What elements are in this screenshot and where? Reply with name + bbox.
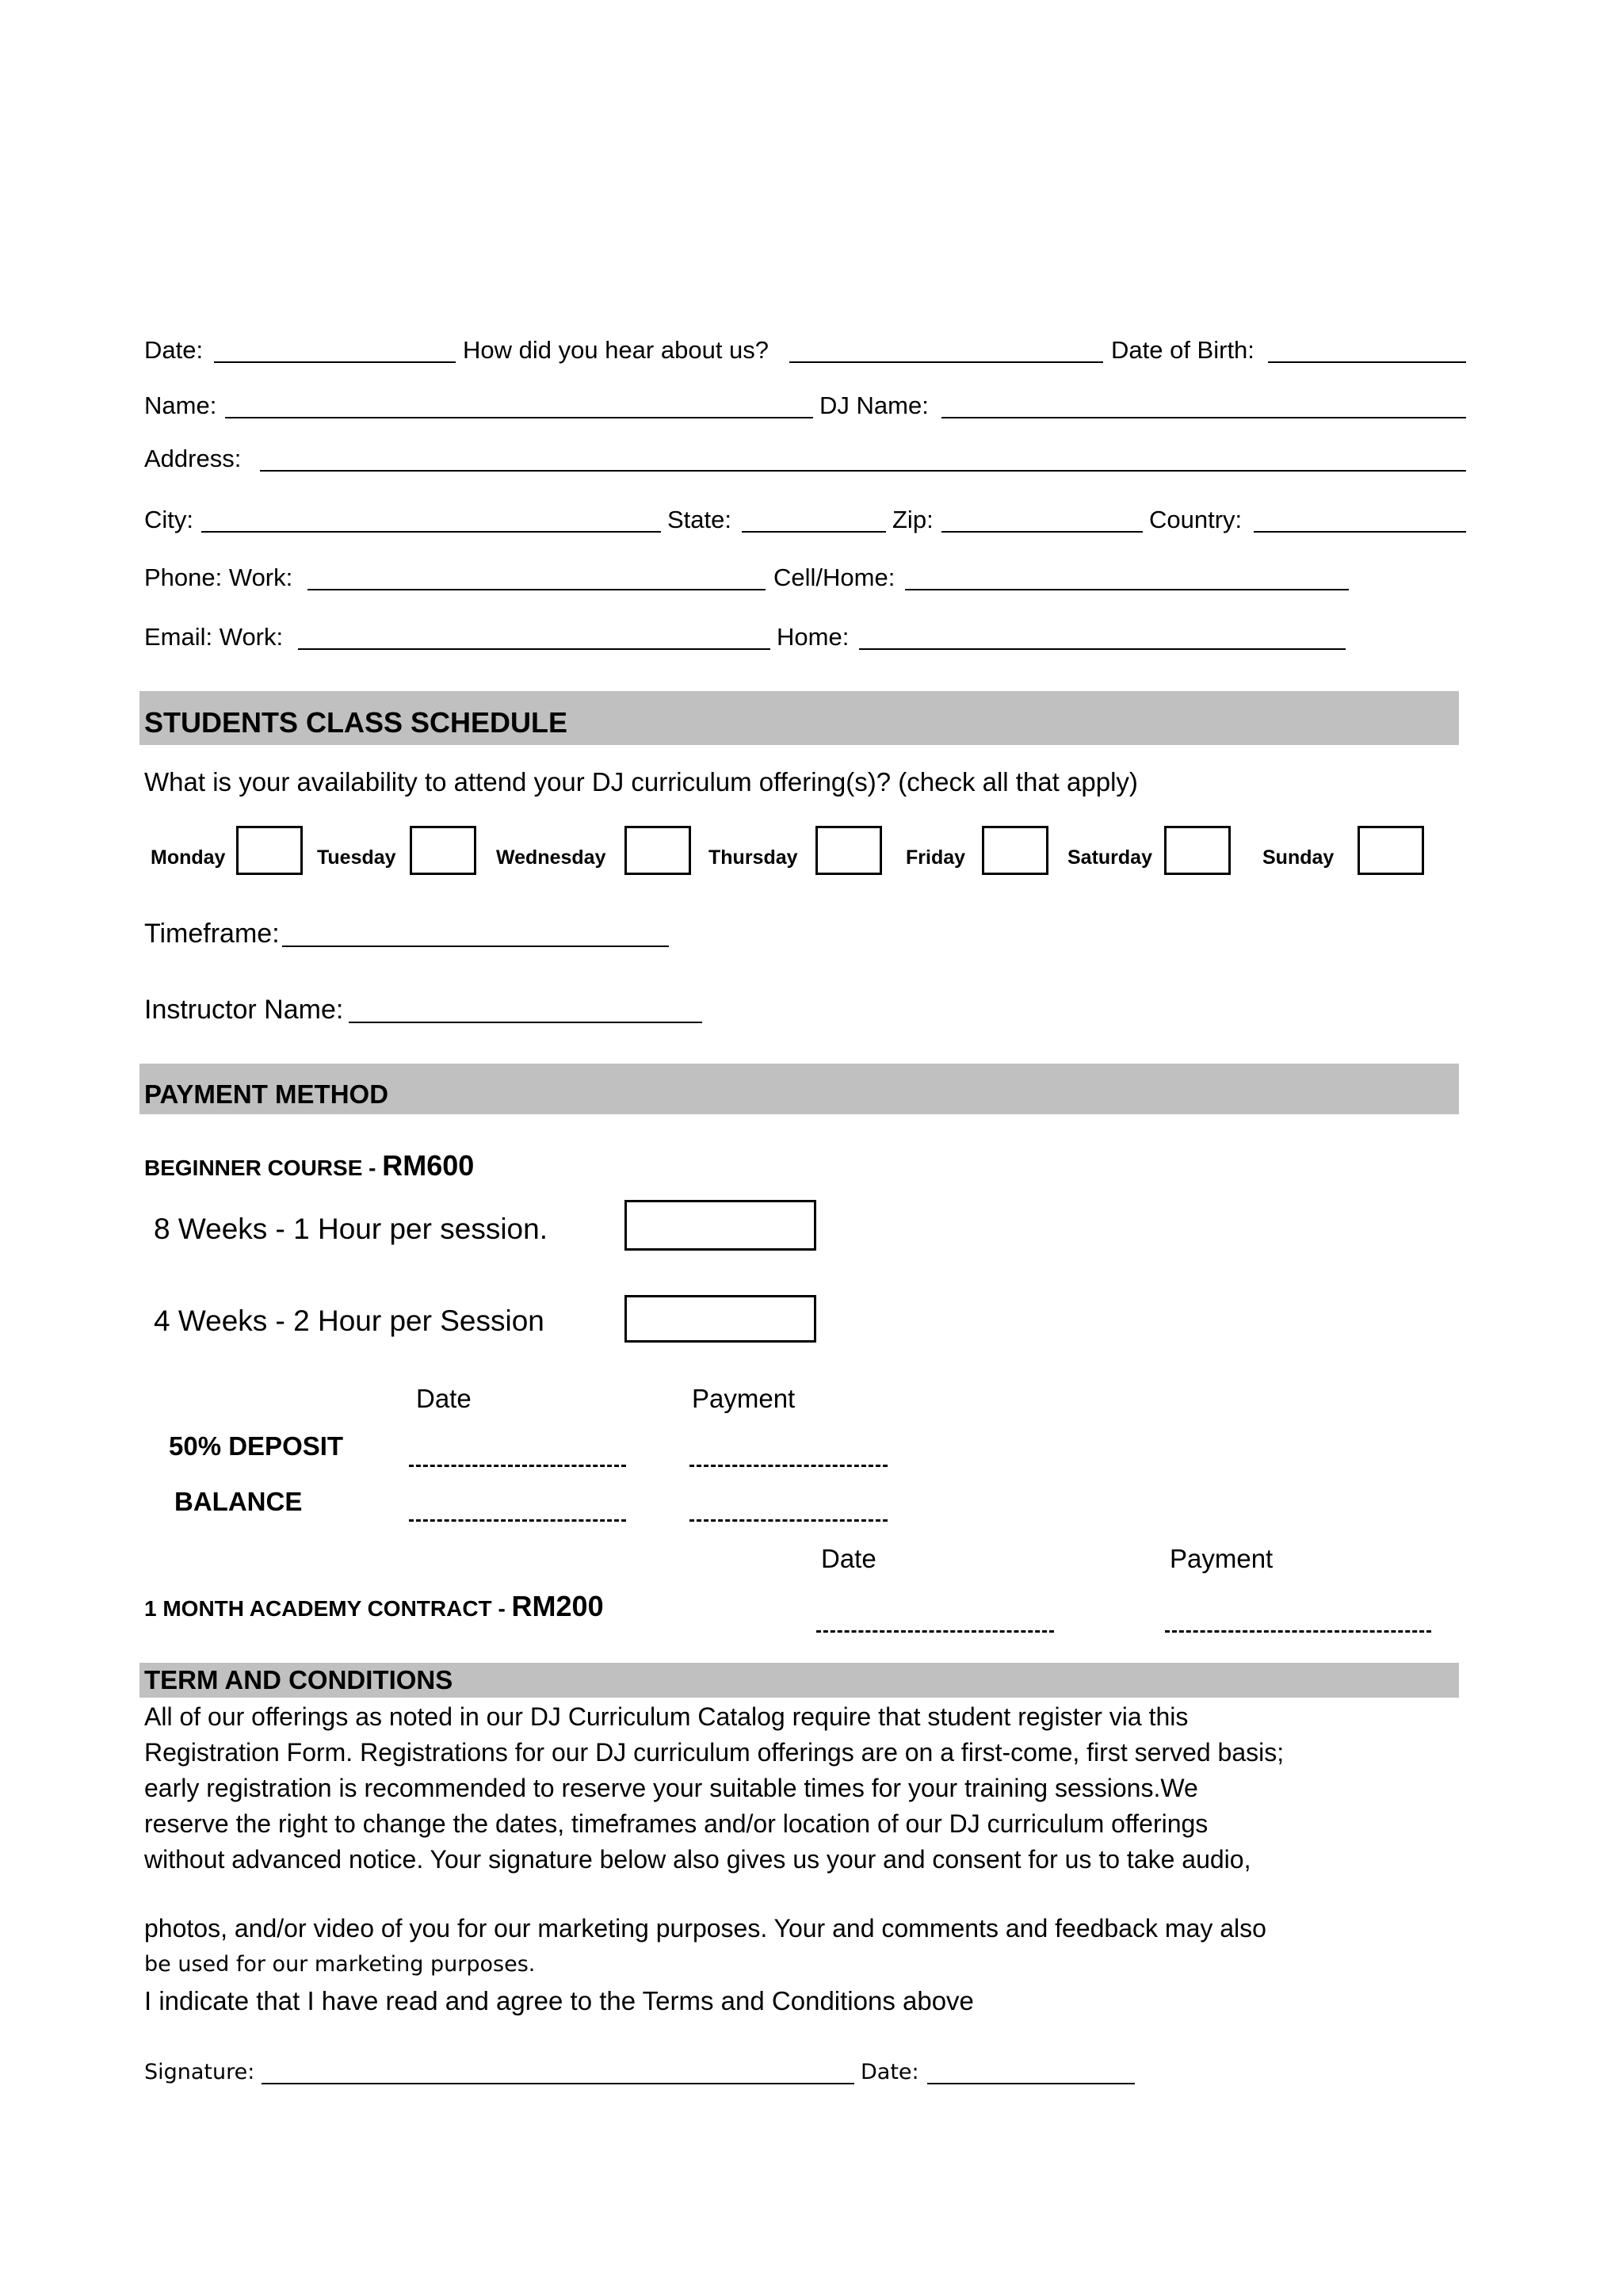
sunday-checkbox[interactable]	[1358, 826, 1424, 875]
payment-title: PAYMENT METHOD	[144, 1079, 389, 1109]
name-field[interactable]	[225, 417, 813, 418]
dj-name-label: DJ Name:	[819, 392, 929, 419]
day-friday-label: Friday	[906, 846, 966, 869]
academy-date-header: Date	[821, 1544, 876, 1573]
schedule-title: STUDENTS CLASS SCHEDULE	[144, 706, 568, 739]
thursday-checkbox[interactable]	[815, 826, 882, 875]
agreement-statement: I indicate that I have read and agree to the Terms and Conditions above	[144, 1986, 974, 2015]
dob-field[interactable]	[1268, 361, 1466, 363]
academy-payment-field[interactable]	[1165, 1630, 1431, 1633]
city-label: City:	[144, 506, 193, 533]
payment-header	[139, 1064, 1459, 1114]
terms-line: without advanced notice. Your signature below also gives us your and consent for us to take audio,	[144, 1845, 1251, 1874]
academy-price: RM200	[511, 1590, 604, 1622]
signature-date-field[interactable]	[927, 2083, 1135, 2084]
phone-work-field[interactable]	[307, 589, 766, 590]
beginner-price: RM600	[382, 1149, 475, 1182]
address-field[interactable]	[260, 470, 1466, 472]
terms-line: reserve the right to change the dates, timeframes and/or location of our DJ curriculum offerings	[144, 1809, 1209, 1838]
signature-label: Signature:	[144, 2060, 255, 2084]
cell-home-field[interactable]	[905, 589, 1349, 590]
schedule-header	[139, 691, 1459, 745]
home-label: Home:	[777, 623, 850, 651]
academy-label: 1 MONTH ACADEMY CONTRACT -	[144, 1596, 512, 1621]
instructor-label: Instructor Name:	[144, 995, 344, 1025]
deposit-payment-header: Payment	[692, 1384, 796, 1413]
deposit-date-field[interactable]	[409, 1465, 626, 1467]
terms-line-marketing: photos, and/or video of you for our marketing purposes. Your and comments and feedback may also	[144, 1914, 1266, 1943]
timeframe-label: Timeframe:	[144, 919, 280, 949]
timeframe-field[interactable]	[282, 946, 669, 947]
wednesday-checkbox[interactable]	[624, 826, 691, 875]
terms-title: TERM AND CONDITIONS	[144, 1665, 453, 1694]
day-tuesday-label: Tuesday	[317, 846, 396, 869]
balance-date-field[interactable]	[409, 1519, 626, 1522]
terms-line-marketing-end: be used for our marketing purposes.	[144, 1952, 536, 1977]
day-monday-label: Monday	[151, 846, 226, 869]
zip-field[interactable]	[941, 531, 1143, 533]
email-work-label: Email: Work:	[144, 623, 284, 651]
country-field[interactable]	[1254, 531, 1466, 533]
deposit-payment-field[interactable]	[689, 1465, 888, 1467]
deposit-date-header: Date	[416, 1384, 472, 1413]
day-sunday-label: Sunday	[1262, 846, 1335, 869]
zip-label: Zip:	[892, 506, 934, 533]
terms-paragraph	[144, 1699, 1284, 1878]
terms-line: All of our offerings as noted in our DJ Curriculum Catalog require that student register via this	[144, 1702, 1189, 1731]
option-8-weeks-box[interactable]	[624, 1200, 816, 1251]
option-4-weeks: 4 Weeks - 2 Hour per Session	[154, 1305, 544, 1337]
country-label: Country:	[1149, 506, 1243, 533]
signature-field[interactable]	[262, 2083, 854, 2084]
address-label: Address:	[144, 445, 242, 472]
academy-contract	[144, 1590, 604, 1623]
balance-payment-field[interactable]	[689, 1519, 888, 1522]
terms-line: early registration is recommended to reserve your suitable times for your training sessions.We	[144, 1774, 1198, 1802]
day-thursday-label: Thursday	[708, 846, 798, 869]
day-saturday-label: Saturday	[1067, 846, 1152, 869]
date-label: Date:	[144, 336, 204, 364]
day-wednesday-label: Wednesday	[496, 846, 606, 869]
phone-work-label: Phone: Work:	[144, 563, 293, 591]
saturday-checkbox[interactable]	[1164, 826, 1231, 875]
deposit-label: 50% DEPOSIT	[169, 1431, 344, 1461]
tuesday-checkbox[interactable]	[410, 826, 476, 875]
academy-payment-header: Payment	[1170, 1544, 1274, 1573]
signature-date-label: Date:	[861, 2060, 919, 2084]
academy-date-field[interactable]	[816, 1630, 1054, 1633]
email-work-field[interactable]	[298, 648, 770, 650]
state-label: State:	[667, 506, 731, 533]
instructor-field[interactable]	[349, 1022, 702, 1023]
option-8-weeks: 8 Weeks - 1 Hour per session.	[154, 1213, 548, 1245]
beginner-course	[144, 1149, 474, 1182]
name-label: Name:	[144, 392, 217, 419]
option-4-weeks-box[interactable]	[624, 1295, 816, 1343]
hear-label: How did you hear about us?	[463, 336, 769, 364]
hear-field[interactable]	[789, 361, 1103, 363]
balance-label: BALANCE	[174, 1487, 303, 1516]
dob-label: Date of Birth:	[1111, 336, 1254, 364]
state-field[interactable]	[742, 531, 886, 533]
availability-question: What is your availability to attend your DJ curriculum offering(s)? (check all that apply)	[144, 767, 1138, 797]
friday-checkbox[interactable]	[982, 826, 1048, 875]
terms-header	[139, 1663, 1459, 1698]
terms-line: Registration Form. Registrations for our DJ curriculum offerings are on a first-come, first served basis;	[144, 1738, 1285, 1767]
monday-checkbox[interactable]	[236, 826, 303, 875]
city-field[interactable]	[201, 531, 661, 533]
home-field[interactable]	[859, 648, 1346, 650]
cell-home-label: Cell/Home:	[773, 563, 896, 591]
dj-name-field[interactable]	[941, 417, 1466, 418]
date-field[interactable]	[214, 361, 456, 363]
beginner-label: BEGINNER COURSE -	[144, 1156, 383, 1180]
